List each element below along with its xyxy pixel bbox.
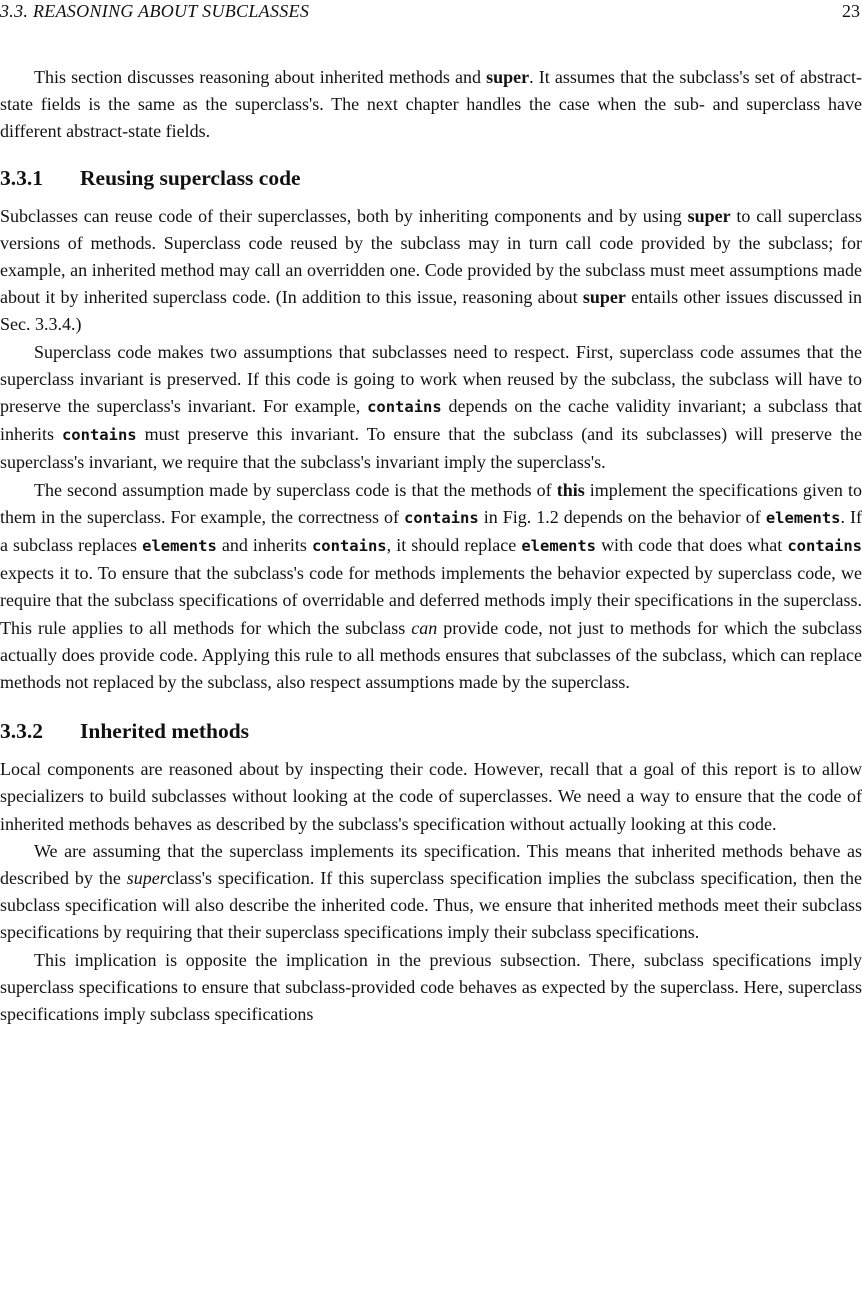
- code-elements: elements: [521, 537, 596, 556]
- code-contains: contains: [404, 508, 479, 527]
- paragraph: Subclasses can reuse code of their superclasses, both by inheriting components and by using super to call superclass versions of methods. Superclass code reused by the subclass may in turn call code provided by the subclass; for example, an inherited method may call an overridden one. Code provided by the subclass must meet assumptions made about it by inherited superclass code. (In addition to this issue, reasoning about super entails other issues discussed in Sec. 3.3.4.): [0, 205, 862, 335]
- running-header: [0, 0, 862, 24]
- section-heading-3-3-1: [0, 163, 862, 193]
- code-contains: contains: [367, 398, 442, 417]
- emphasis-super: super: [126, 868, 167, 889]
- paragraph: This implication is opposite the implication in the previous subsection. There, subclass specifications imply superclass specifications to ensure that subclass-provided code behaves as expected by the superclass. Here, superclass specifications imply subclass specifications: [0, 949, 862, 1025]
- emphasis-can: can: [411, 617, 438, 638]
- code-contains: contains: [311, 537, 387, 556]
- page-number: 23: [842, 1, 860, 21]
- section-heading-3-3-2: [0, 716, 862, 746]
- keyword-super: super: [582, 287, 626, 308]
- section-title: Reusing superclass code: [80, 165, 301, 190]
- code-elements: elements: [765, 508, 841, 527]
- code-contains: contains: [787, 537, 862, 556]
- paragraph: Superclass code makes two assumptions that subclasses need to respect. First, superclass code assumes that the superclass invariant is preserved. If this code is going to work when reused by the subclass, the subclass will have to preserve the superclass's invariant. For example, contains depends on the cache validity invariant; a subclass that inherits contains must preserve this invariant. To ensure that the subclass (and its subclasses) will preserve the superclass's invariant, we require that the subclass's invariant imply the superclass's.: [0, 341, 862, 473]
- code-elements: elements: [142, 537, 217, 556]
- running-title: 3.3. REASONING ABOUT SUBCLASSES: [0, 1, 310, 21]
- code-contains: contains: [61, 426, 137, 445]
- keyword-super: super: [486, 67, 530, 87]
- section-number: 3.3.1: [0, 165, 43, 190]
- paragraph: Local components are reasoned about by inspecting their code. However, recall that a goal of this report is to allow specializers to build subclasses without looking at the code of superclasses. We need a way to ensure that the code of inherited methods behaves as described by the subclass's specification without actually looking at this code.: [0, 759, 862, 834]
- body-text: [0, 64, 862, 1028]
- keyword-super: super: [687, 205, 731, 226]
- paragraph: The second assumption made by superclass code is that the methods of this implement the specifications given to them in the superclass. For example, the correctness of contains in Fig. 1.2 depends on the behavior of elements. If a subclass replaces elements and inherits contains, it should replace elements with code that does what contains expects it to. To ensure that the subclass's code for methods implements the behavior expected by superclass code, we require that the subclass specifications of overridable and deferred methods imply their specifications in the superclass. This rule applies to all methods for which the subclass can provide code, not just to methods for which the subclass actually does provide code. Applying this rule to all methods ensures that subclasses of the subclass, which can replace methods not replaced by the subclass, also respect assumptions made by the superclass.: [0, 479, 862, 693]
- section-number: 3.3.2: [0, 719, 43, 744]
- intro-paragraph: This section discusses reasoning about inherited methods and super. It assumes that the subclass's set of abstract-state fields is the same as the superclass's. The next chapter handles the case when the sub- and superclass have different abstract-state fields.: [0, 67, 862, 142]
- keyword-this: this: [556, 479, 585, 500]
- paragraph: We are assuming that the superclass implements its specification. This means that inherited methods behave as described by the superclass's specification. If this superclass specification implies the subclass specification, then the subclass specification will also describe the inherited code. Thus, we ensure that inherited methods meet their subclass specifications by requiring that their superclass specifications imply their subclass specifications.: [0, 840, 862, 943]
- section-title: Inherited methods: [80, 719, 250, 744]
